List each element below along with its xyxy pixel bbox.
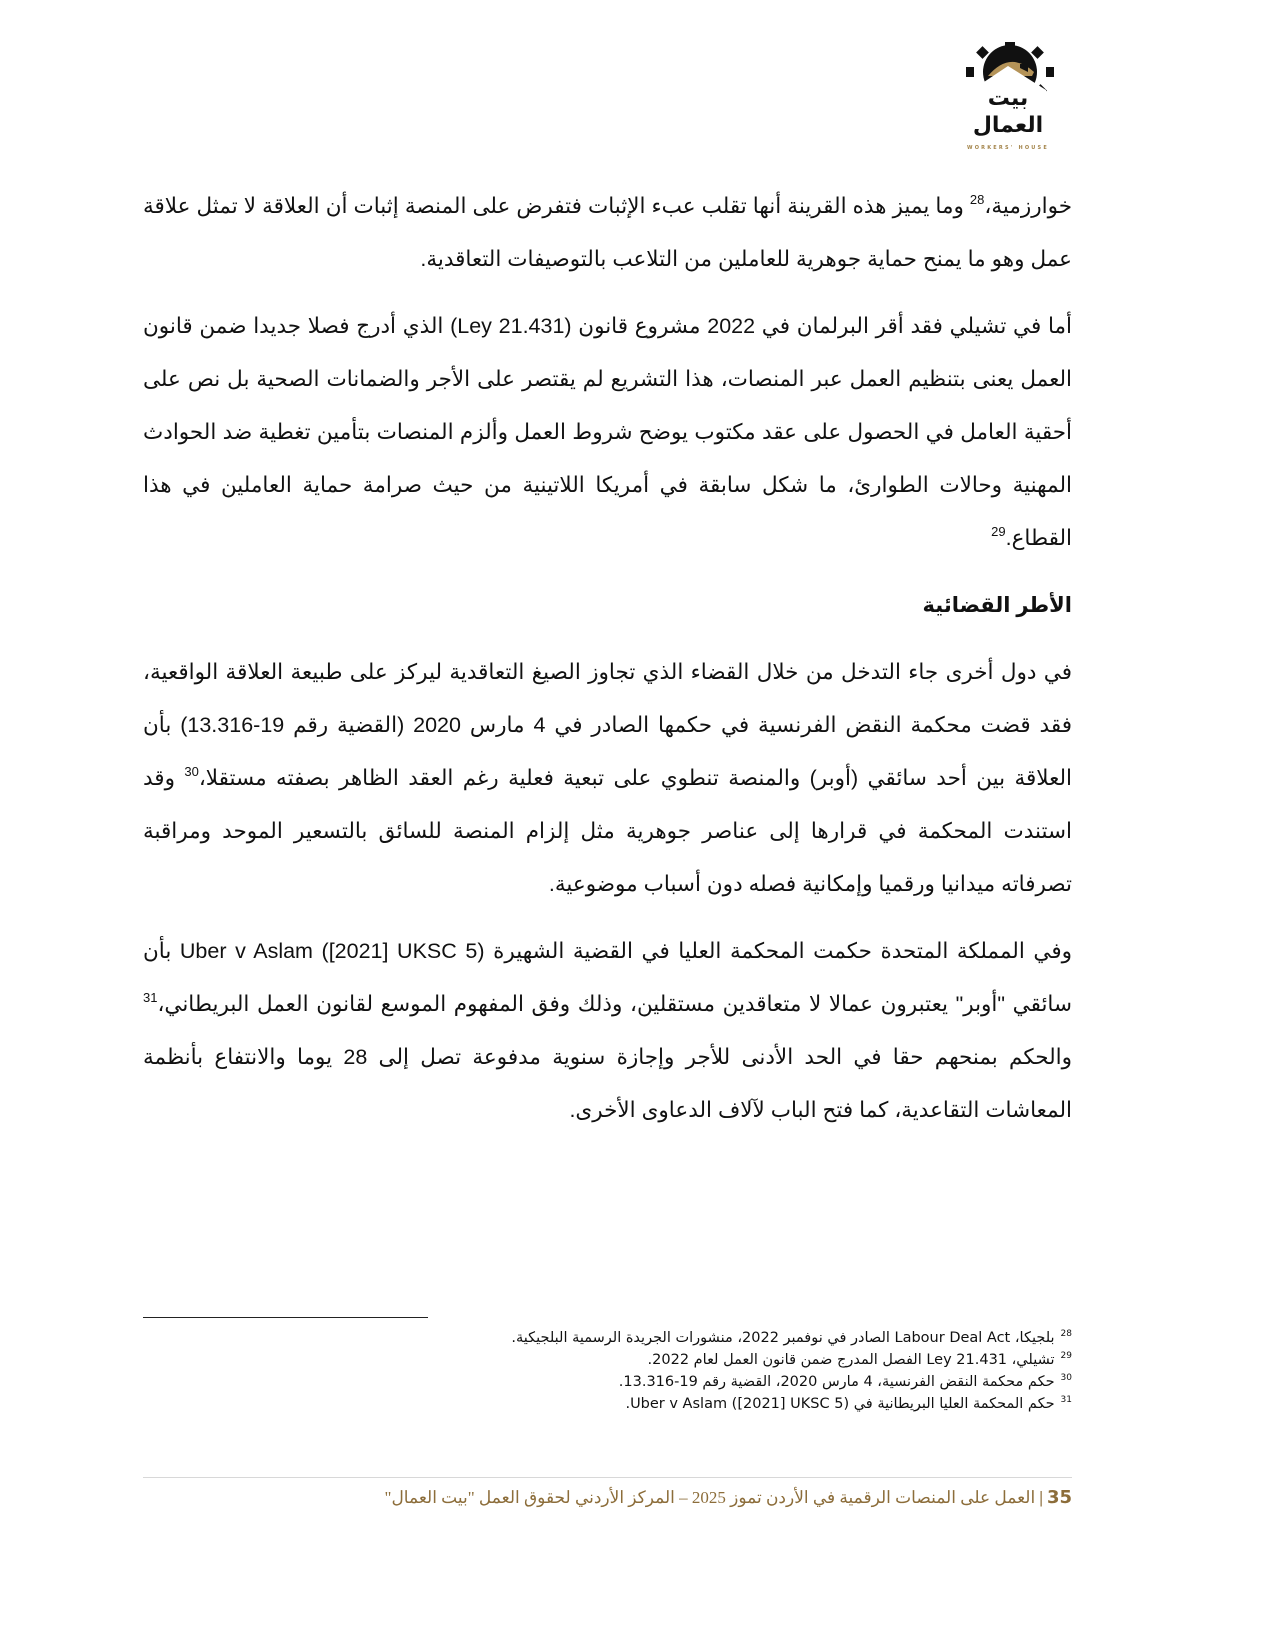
footnote-text: حكم المحكمة العليا البريطانية في (Uber v Aslam ([2021] UKSC 5. <box>625 1396 1055 1412</box>
footnote-28 <box>372 1327 1072 1349</box>
law-citation: Ley 21.431 <box>457 314 565 338</box>
footnote-ref-28[interactable]: 28 <box>969 192 985 207</box>
paragraph-france-ruling <box>143 646 1072 911</box>
text-segment: ) الذي أدرج فصلا جديدا ضمن قانون العمل يعنى بتنظيم العمل عبر المنصات، هذا التشريع لم يقتصر على الأجر والضمانات الصحية بل نص على أحقية العامل في الحصول على عقد مكتوب يوضح شروط العمل وألزم المنصات بتأمين تغطية ضد الحوادث المهنية وحالات الطوارئ، ما شكل سابقة في أمريكا اللاتينية من حيث صرامة حماية العاملين في هذا القطاع. <box>143 314 1072 550</box>
logo-english-tagline: WORKERS' HOUSE <box>967 145 1049 151</box>
footnote-ref-31[interactable]: 31 <box>143 990 158 1005</box>
footer-separator: | <box>1039 1488 1043 1507</box>
document-body <box>143 180 1072 1151</box>
page-number: 35 <box>1046 1487 1072 1508</box>
footnote-29 <box>372 1349 1072 1371</box>
page-footer <box>272 1485 1072 1511</box>
footnote-number: 29 <box>1060 1351 1072 1361</box>
footer-divider <box>143 1477 1072 1478</box>
text-segment: أما في تشيلي فقد أقر البرلمان في 2022 مشروع قانون ( <box>564 314 1073 338</box>
text-segment: بأن سائقي "أوبر" يعتبرون عمالا لا متعاقدين مستقلين، وذلك وفق المفهوم الموسع لقانون العمل البريطاني، <box>143 939 1072 1016</box>
footnote-separator <box>143 1317 428 1318</box>
text-segment: في دول أخرى جاء التدخل من خلال القضاء الذي تجاوز الصيغ التعاقدية ليركز على طبيعة العلاقة الواقعية، فقد قضت محكمة النقض الفرنسية في حكمها الصادر في 4 مارس 2020 (القضية رقم 19-13.316) بأن العلاقة بين أحد سائقي (أوبر) والمنصة تنطوي على تبعية فعلية رغم العقد الظاهر بصفته مستقلا، <box>143 660 1073 790</box>
text-segment: وما يميز هذه القرينة أنها تقلب عبء الإثبات فتفرض على المنصة إثبات أن العلاقة لا تمثل علاقة عمل وهو ما يمنح حماية جوهرية للعاملين من التلاعب بالتوصيفات التعاقدية. <box>143 194 1072 271</box>
paragraph-burden-of-proof <box>143 180 1072 286</box>
footnote-ref-30[interactable]: 30 <box>184 764 199 779</box>
paragraph-chile-law <box>143 300 1072 565</box>
case-citation: Uber v Aslam ([2021] UKSC 5 <box>179 939 478 963</box>
text-segment: خوارزمية، <box>984 194 1072 218</box>
footnote-31 <box>372 1393 1072 1415</box>
footnote-number: 30 <box>1060 1373 1072 1383</box>
text-segment: وفي المملكة المتحدة حكمت المحكمة العليا في القضية الشهيرة ( <box>477 939 1072 963</box>
footnote-number: 31 <box>1060 1395 1072 1405</box>
section-heading: الأطر القضائية <box>922 594 1072 617</box>
footer-title: العمل على المنصات الرقمية في الأردن تموز 2025 – المركز الأردني لحقوق العمل "بيت العمال" <box>384 1488 1036 1507</box>
logo-arabic-line2: العمال <box>972 113 1044 138</box>
text-segment: والحكم بمنحهم حقا في الحد الأدنى للأجر وإجازة سنوية مدفوعة تصل إلى 28 يوما والانتفاع بأنظمة المعاشات التقاعدية، كما فتح الباب لآلاف الدعاوى الأخرى. <box>143 1045 1072 1122</box>
logo-arabic-line1: بيت <box>987 86 1029 111</box>
footnote-30 <box>372 1371 1072 1393</box>
footnotes <box>372 1327 1072 1415</box>
footnote-text: بلجيكا، Labour Deal Act الصادر في نوفمبر 2022، منشورات الجريدة الرسمية البلجيكية. <box>511 1330 1055 1346</box>
footnote-text: حكم محكمة النقض الفرنسية، 4 مارس 2020، القضية رقم 19-13.316. <box>618 1374 1055 1390</box>
text-segment: وقد استندت المحكمة في قرارها إلى عناصر جوهرية مثل إلزام المنصة للسائق بالتسعير الموحد ومراقبة تصرفاته ميدانيا ورقميا وإمكانية فصله دون أسباب موضوعية. <box>143 766 1072 896</box>
paragraph-uk-ruling <box>143 925 1072 1137</box>
footnote-ref-29[interactable]: 29 <box>991 524 1006 539</box>
footnote-text: تشيلي، Ley 21.431 الفصل المدرج ضمن قانون العمل لعام 2022. <box>647 1352 1055 1368</box>
workers-house-logo <box>962 42 1054 154</box>
footnote-number: 28 <box>1060 1329 1072 1339</box>
